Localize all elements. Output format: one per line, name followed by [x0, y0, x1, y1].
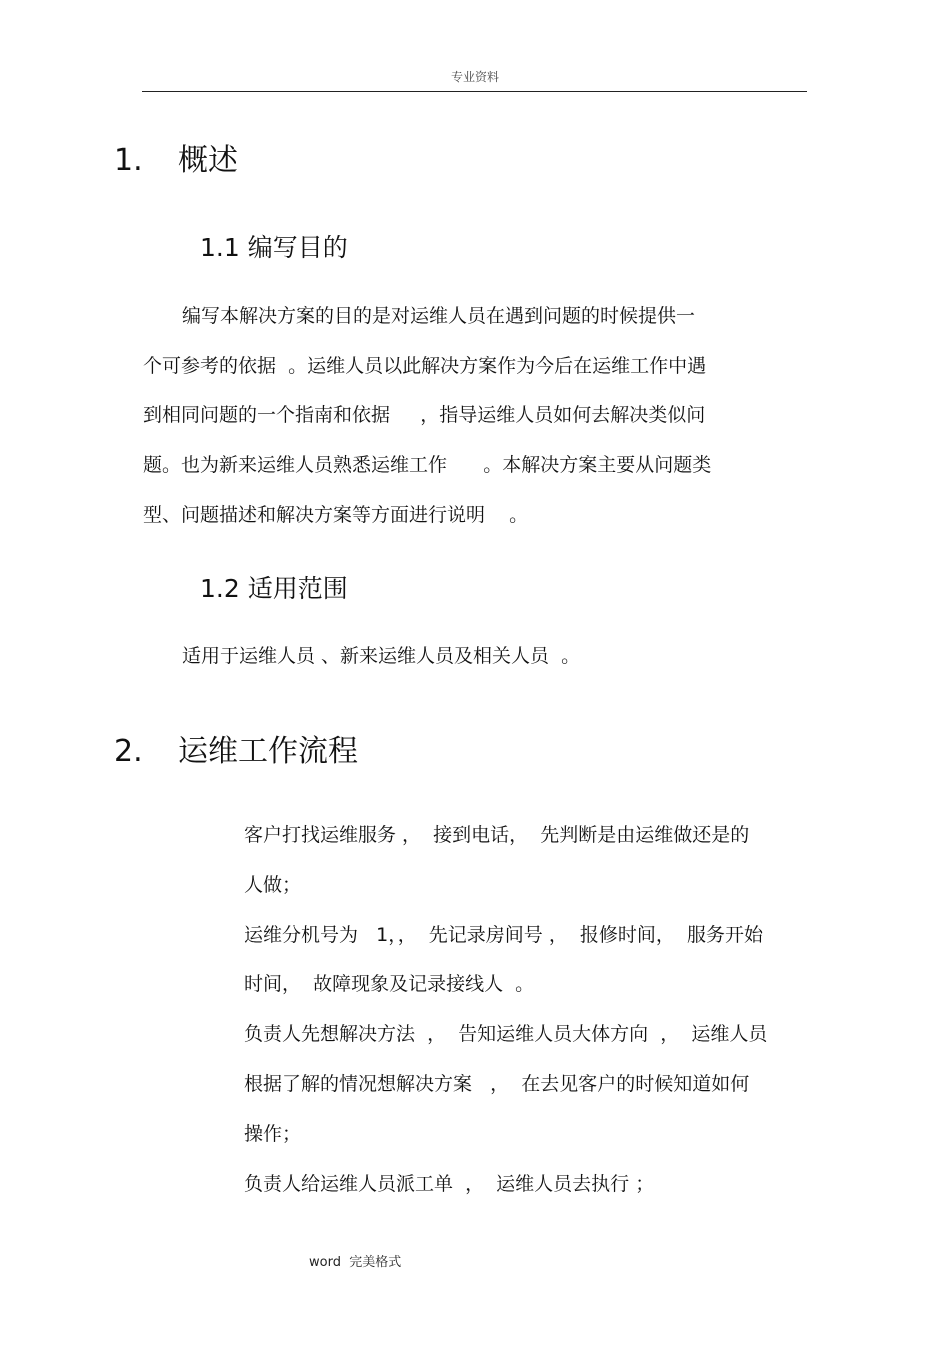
procedure-line: 负责人给运维人员派工单 ， 运维人员去执行 ；: [244, 1173, 655, 1195]
paragraph-line: 编写本解决方案的目的是对运维人员在遇到问题的时候提供一: [182, 305, 696, 327]
subsection-1-2-title: 1.2 适用范围: [200, 574, 348, 603]
header-divider: [142, 91, 807, 92]
procedure-line: 客户打找运维服务 ， 接到电话， 先判断是由运维做还是的: [244, 824, 750, 846]
section-1-title: 概述: [178, 143, 238, 178]
paragraph-line: 个可参考的依据 。运维人员以此解决方案作为今后在运维工作中遇: [143, 355, 707, 377]
section-2-title: 运维工作流程: [178, 734, 358, 769]
procedure-line: 操作；: [244, 1123, 302, 1145]
procedure-line: 时间， 故障现象及记录接线人 。: [244, 973, 535, 995]
procedure-line: 负责人先想解决方法 ， 告知运维人员大体方向 ， 运维人员: [244, 1023, 768, 1045]
procedure-line: 运维分机号为 1，， 先记录房间号 ， 报修时间， 服务开始: [244, 924, 763, 946]
procedure-line: 人做；: [244, 874, 302, 896]
procedure-line: 根据了解的情况想解决方案 ， 在去见客户的时候知道如何: [244, 1073, 750, 1095]
subsection-1-1-title: 1.1 编写目的: [200, 233, 348, 262]
section-1-number: 1.: [114, 143, 143, 178]
paragraph-line: 型、问题描述和解决方案等方面进行说明 。: [143, 504, 529, 526]
section-2-number: 2.: [114, 734, 143, 769]
page-footer: word 完美格式: [309, 1255, 402, 1270]
paragraph-line: 到相同问题的一个指南和依据 ，指导运维人员如何去解决类似问: [143, 404, 706, 426]
paragraph-line: 题。也为新来运维人员熟悉运维工作 。本解决方案主要从问题类: [143, 454, 712, 476]
page-header: 专业资料: [450, 70, 499, 84]
paragraph-line: 适用于运维人员 、新来运维人员及相关人员 。: [182, 645, 581, 667]
